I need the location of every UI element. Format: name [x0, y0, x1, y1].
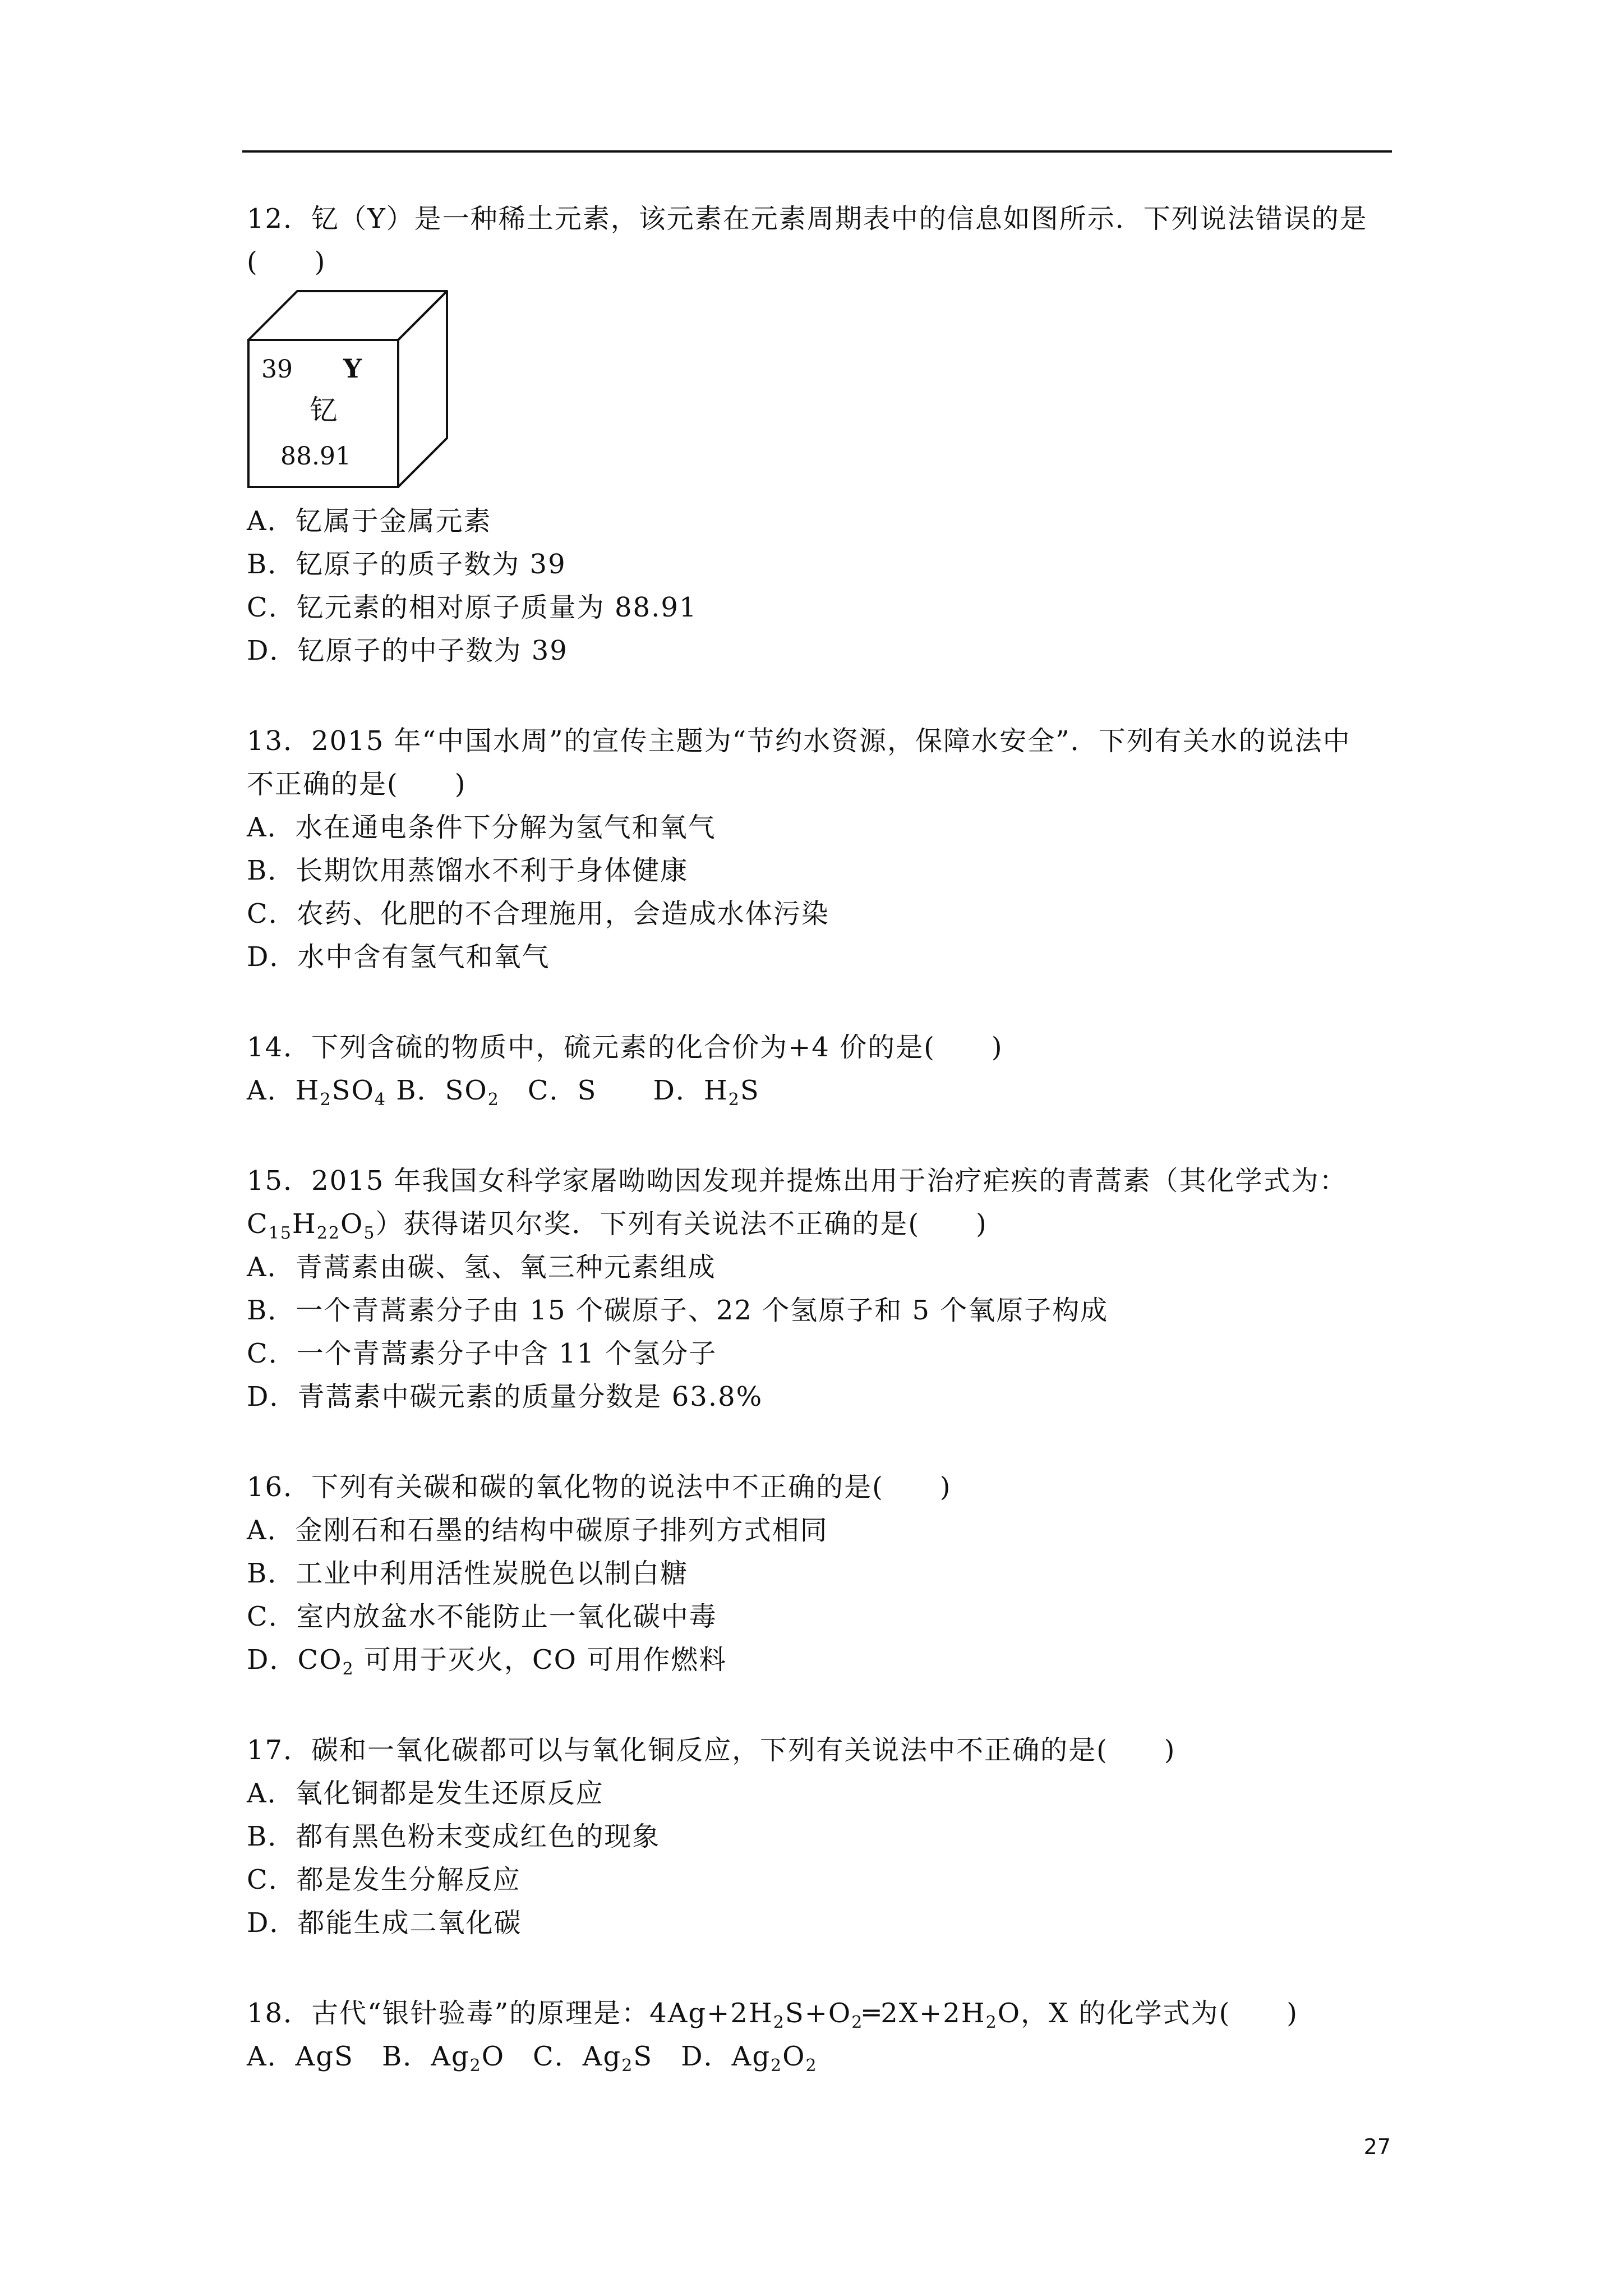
question-14-stem-line-1: 14．下列含硫的物质中，硫元素的化合价为+4 价的是( ): [247, 1032, 1003, 1063]
question-18: [247, 1992, 1391, 2078]
question-17-option-d: D．都能生成二氧化碳: [247, 1907, 522, 1939]
element-atomic-number: 39: [261, 355, 293, 384]
question-18-options: A．AgS B．$Ag_2O$ C．$Ag_2S$ D．$Ag_2O_2$: [247, 2041, 818, 2076]
question-12-stem-line-2: ( ): [247, 246, 326, 278]
question-12-option-b: B．钇原子的质子数为 39: [247, 549, 566, 580]
element-cell-figure: [247, 289, 454, 489]
question-15-option-c: C．一个青蒿素分子中含 11 个氢分子: [247, 1338, 717, 1369]
question-16: [247, 1466, 1391, 1682]
question-12: [247, 197, 1391, 673]
document-body: [247, 197, 1391, 2125]
question-15-stem-line-1: 15．2015 年我国女科学家屠呦呦因发现并提炼出用于治疗疟疾的青蒿素（其化学式为：: [247, 1165, 1348, 1197]
question-16-option-c: C．室内放盆水不能防止一氧化碳中毒: [247, 1601, 717, 1632]
element-symbol: Y: [343, 353, 362, 384]
question-12-stem-line-1: 12．钇（Y）是一种稀土元素，该元素在元素周期表中的信息如图所示．下列说法错误的是: [247, 203, 1368, 234]
question-13-stem-line-2: 不正确的是( ): [247, 769, 467, 800]
question-12-option-a: A．钇属于金属元素: [247, 505, 492, 537]
question-17: [247, 1729, 1391, 1945]
question-13-option-d: D．水中含有氢气和氧气: [247, 941, 550, 973]
question-15-option-d: D．青蒿素中碳元素的质量分数是 63.8%: [247, 1381, 763, 1412]
question-18-stem-line-1: 18．古代“银针验毒”的原理是：$4Ag+2H_2S+O_2═2X+2H_2O$，X 的化学式为( ): [247, 1998, 1298, 2032]
question-14: [247, 1026, 1391, 1112]
question-14-options: A．$H_2SO_4$ B．$SO_2$ C．S D．$H_2S$: [247, 1075, 760, 1110]
question-17-option-b: B．都有黑色粉末变成红色的现象: [247, 1821, 661, 1852]
question-16-stem-line-1: 16．下列有关碳和碳的氧化物的说法中不正确的是( ): [247, 1471, 952, 1503]
question-16-option-b: B．工业中利用活性炭脱色以制白糖: [247, 1558, 689, 1589]
question-17-stem-line-1: 17．碳和一氧化碳都可以与氧化铜反应，下列有关说法中不正确的是( ): [247, 1734, 1176, 1766]
element-atomic-mass: 88.91: [280, 442, 351, 471]
question-17-option-c: C．都是发生分解反应: [247, 1864, 521, 1895]
element-name: 钇: [310, 394, 338, 426]
question-15: [247, 1159, 1391, 1419]
question-15-option-a: A．青蒿素由碳、氢、氧三种元素组成: [247, 1251, 716, 1283]
question-13-stem-line-1: 13．2015 年“中国水周”的宣传主题为“节约水资源，保障水安全”．下列有关水的说法中: [247, 725, 1351, 757]
question-15-stem-line-2: $C_{15}H_{22}O_5$）获得诺贝尔奖．下列有关说法不正确的是( ): [247, 1208, 988, 1243]
question-15-option-b: B．一个青蒿素分子由 15 个碳原子、22 个氢原子和 5 个氧原子构成: [247, 1295, 1109, 1326]
page-number: 27: [1363, 2134, 1391, 2159]
question-17-option-a: A．氧化铜都是发生还原反应: [247, 1778, 604, 1809]
question-16-option-d: D．$CO_2$ 可用于灭火，CO 可用作燃料: [247, 1644, 727, 1679]
question-13-option-a: A．水在通电条件下分解为氢气和氧气: [247, 812, 716, 843]
question-13: [247, 720, 1391, 979]
question-13-option-c: C．农药、化肥的不合理施用，会造成水体污染: [247, 898, 829, 930]
question-13-option-b: B．长期饮用蒸馏水不利于身体健康: [247, 855, 689, 886]
header-rule: [242, 150, 1392, 153]
question-12-option-d: D．钇原子的中子数为 39: [247, 635, 568, 666]
question-12-option-c: C．钇元素的相对原子质量为 88.91: [247, 592, 698, 623]
question-16-option-a: A．金刚石和石墨的结构中碳原子排列方式相同: [247, 1515, 828, 1546]
